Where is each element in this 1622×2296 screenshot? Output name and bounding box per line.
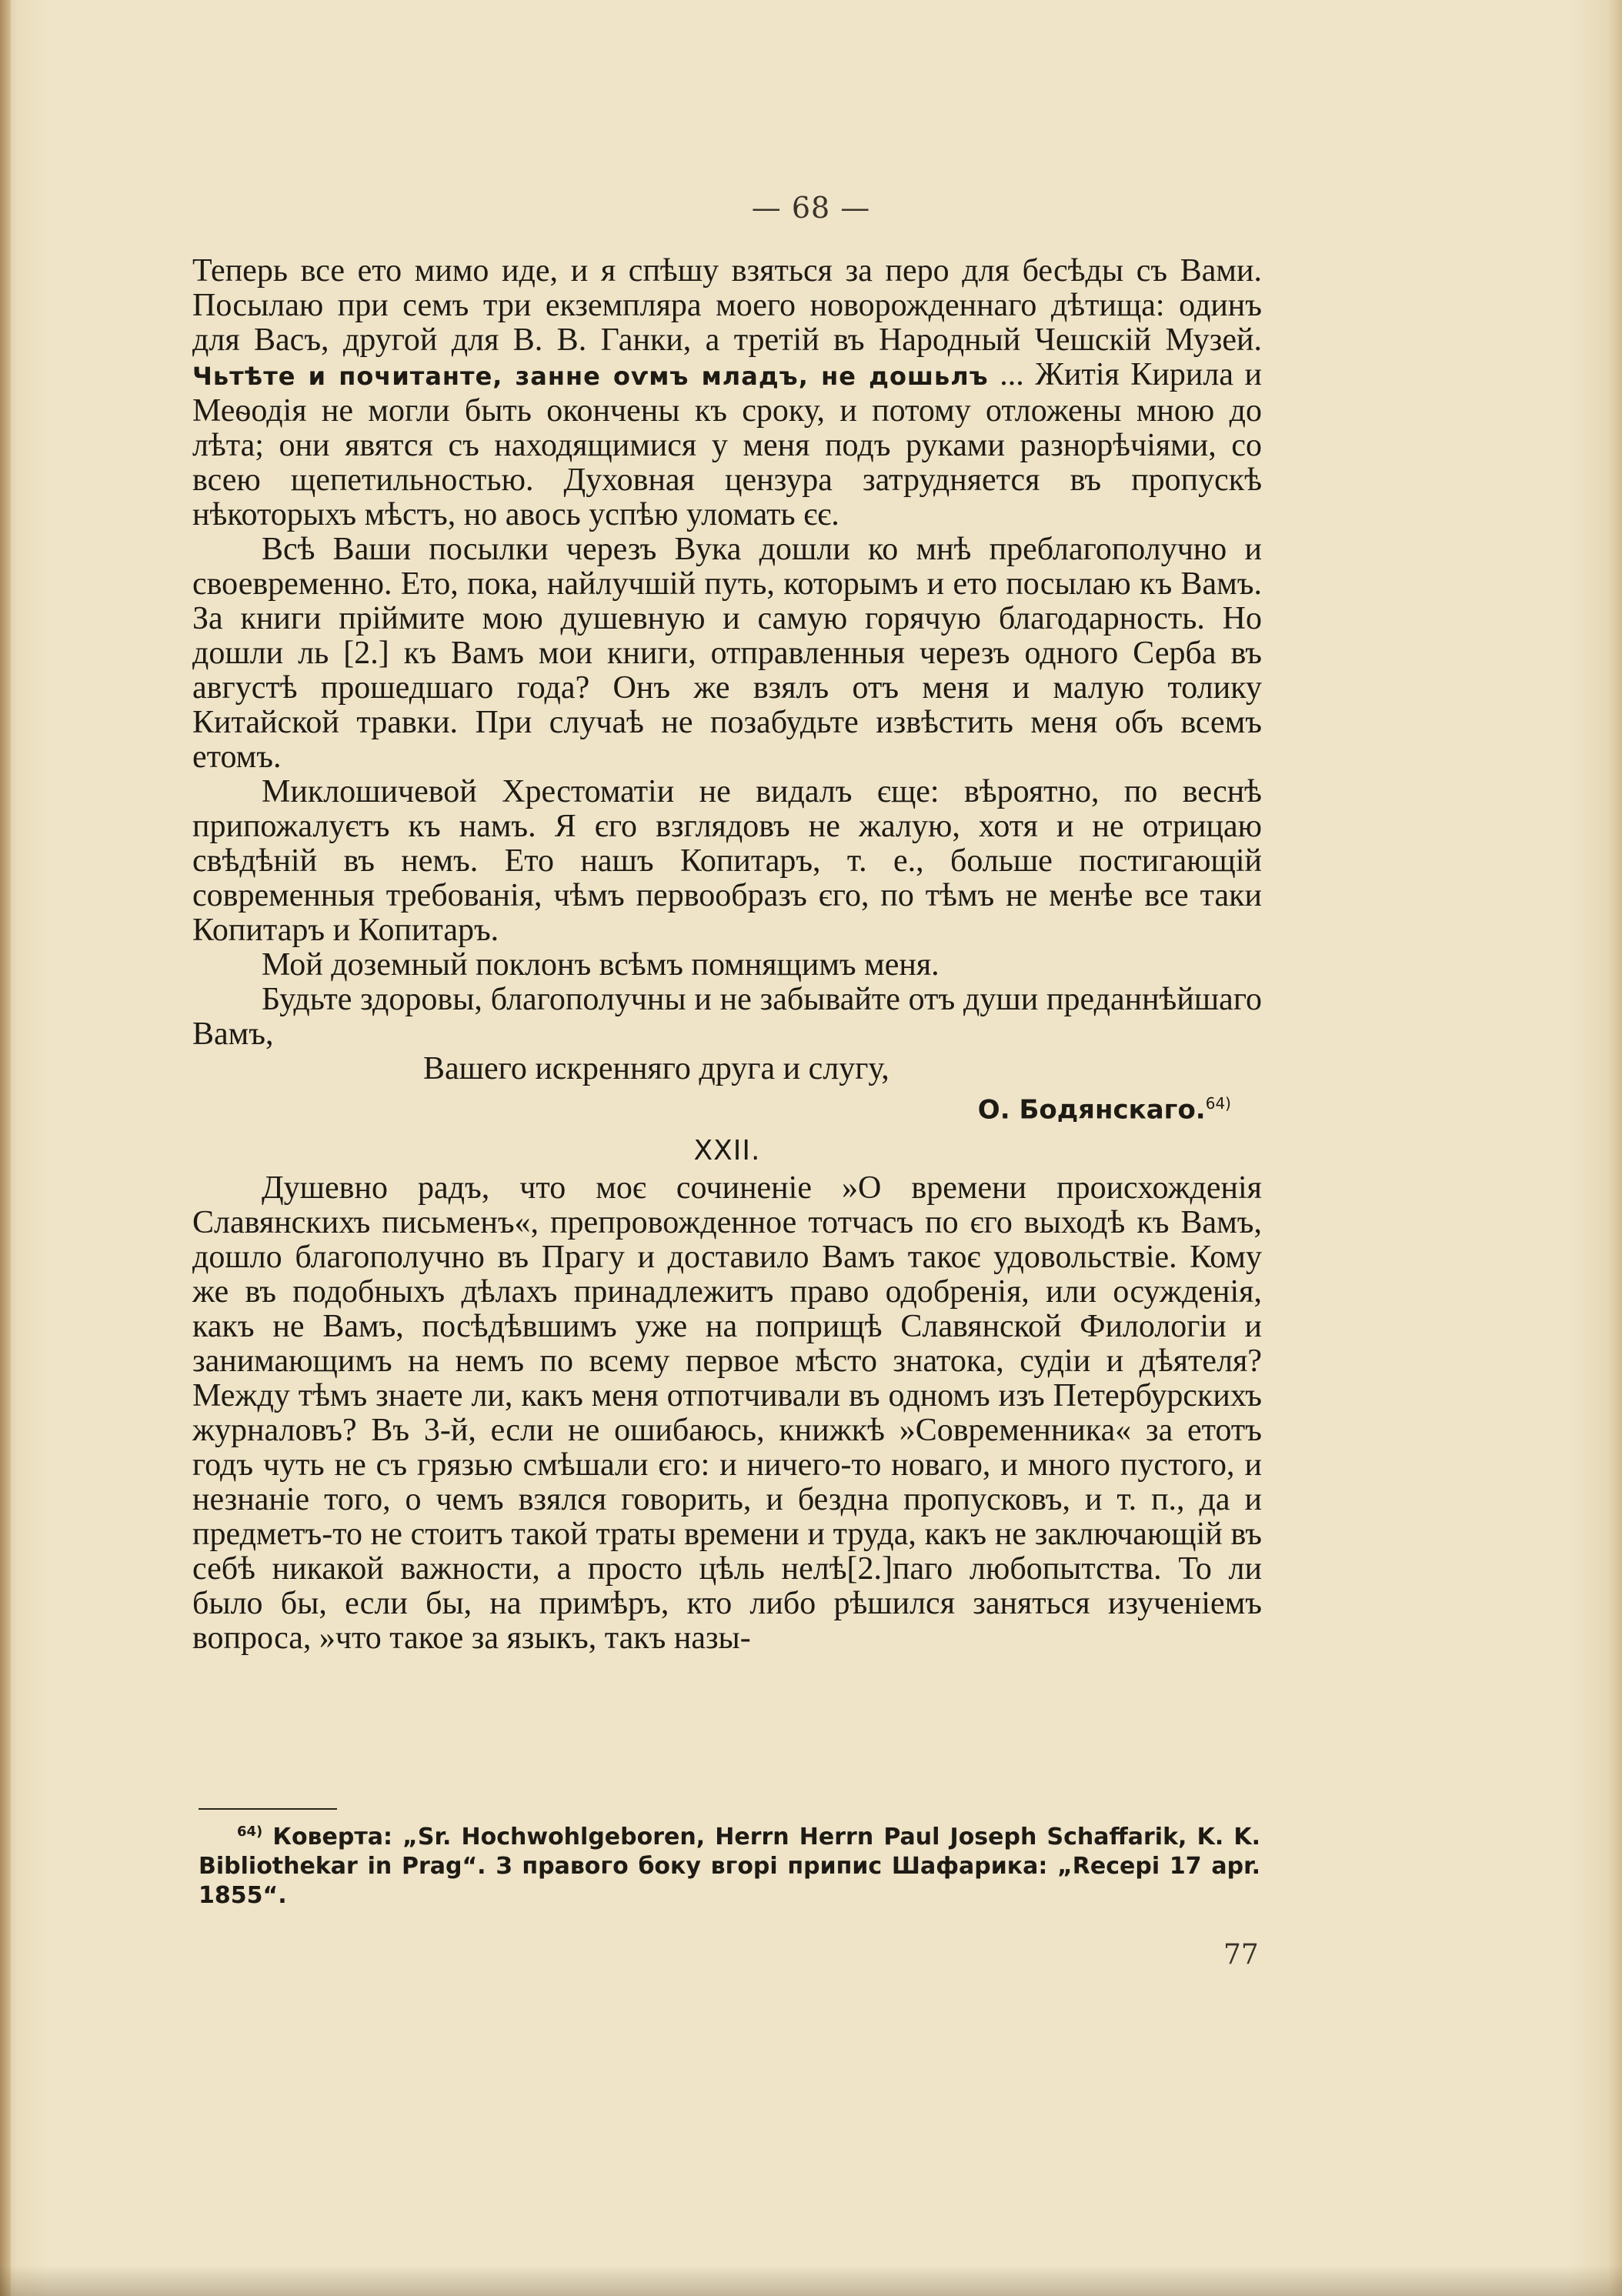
signature-footnote-ref: 64) bbox=[1205, 1094, 1231, 1113]
book-spine-edge bbox=[0, 0, 11, 2296]
section-title: XXII. bbox=[693, 1135, 761, 1167]
footnote-divider bbox=[199, 1808, 337, 1810]
main-text-block bbox=[192, 254, 1262, 1656]
footnote-text: Коверта: „Sr. Hochwohlgeboren, Herrn Herrn Paul Joseph Schaffarik, K. K. Bibliothekar in Prag“. З правого боку вгорі припис Шафарика: „Recepi 17 apr. 1855“. bbox=[199, 1824, 1260, 1909]
letter-one-paragraph-1 bbox=[192, 254, 1262, 532]
letter-one-paragraph-1-part-b: ... Житія Кирила и Меѳодія не могли быть окончены къ сроку, и потому отложены мною до лѣта; они явятся съ находящимися у меня подъ руками разнорѣчіями, со всею щепетильностью. Духовная цензура затрудняется въ пропускѣ нѣкоторыхъ мѣстъ, но авось успѣю уломать єє. bbox=[192, 357, 1263, 532]
church-slavonic-quote: Чьтѣте и почитанте, занне оѵмъ младъ, не дошьлъ bbox=[192, 362, 989, 391]
page-footer-number: 77 bbox=[1223, 1939, 1259, 1971]
letter-two-paragraph-1: Душевно радъ, что моє сочиненіе »О времени происхожденія Славянскихъ письменъ«, препровожденное тотчасъ по єго выходѣ къ Вамъ, дошло благополучно въ Прагу и доставило Вамъ такоє удовольствіе. Кому же въ подобныхъ дѣлахъ принадлежитъ право одобренія, или осужденія, какъ не Вамъ, посѣдѣвшимъ уже на поприщѣ Славянской Филологіи и занимающимъ на немъ по всему первое мѣсто знатока, судіи и дѣятеля? Между тѣмъ знаете ли, какъ меня отпотчивали въ одномъ изъ Петербурскихъ журналовъ? Въ 3-й, если не ошибаюсь, книжкѣ »Современника« за етотъ годъ чуть не съ грязью смѣшали єго: и ничего-то новаго, и много пустого, и незнаніе того, о чемъ взялся говорить, и бездна пропусковъ, и т. п., да и предметъ-то не стоитъ такой траты времени и труда, какъ не заключающій въ себѣ никакой важности, а просто цѣль нелѣ[2.]паго любопытства. То ли было бы, если бы, на примѣръ, кто либо рѣшился заняться изученіемъ вопроса, »что такое за языкъ, такъ назы- bbox=[192, 1170, 1262, 1657]
letter-one-paragraph-2: Всѣ Ваши посылки черезъ Вука дошли ко мнѣ преблагополучно и своевременно. Ето, пока, найлучшій путь, которымъ и ето посылаю къ Вамъ. За книги прiймите мою душевную и самую горячую благодарность. Но дошли ль [2.] къ Вамъ мои книги, отправленныя черезъ одного Серба въ августѣ прошедшаго года? Онъ же взялъ отъ меня и малую толику Китайской травки. При случаѣ не позабудьте извѣстить меня объ всемъ етомъ. bbox=[192, 532, 1262, 775]
letter-one-paragraph-1-part-a: Теперь все ето мимо иде, и я спѣшу взяться за перо для бесѣды съ Вами. Посылаю при семъ три екземпляра моего новорожденнаго дѣтища: одинъ для Васъ, другой для В. В. Ганки, а третій въ Народный Чешскій Музей. bbox=[192, 253, 1262, 358]
running-page-number: — 68 — bbox=[751, 191, 871, 225]
page-bottom-shadow bbox=[0, 2265, 1622, 2296]
letter-closing: Вашего искренняго друга и слугу, bbox=[423, 1051, 889, 1086]
letter-one-paragraph-5: Будьте здоровы, благополучны и не забывайте отъ души преданнѣйшаго Вамъ, bbox=[192, 982, 1262, 1052]
letter-one-paragraph-4: Мой доземный поклонъ всѣмъ помнящимъ меня. bbox=[262, 947, 939, 983]
letter-one-paragraph-3: Миклошичевой Хрестоматіи не видалъ єще: вѣроятно, по веснѣ припожалуєтъ къ намъ. Я єго взглядовъ не жалую, хотя и не отрицаю свѣдѣній въ немъ. Ето нашъ Копитаръ, т. е., больше постигающій современныя требованія, чѣмъ первообразъ єго, по тѣмъ не менѣе все таки Копитаръ и Копитаръ. bbox=[192, 774, 1262, 948]
footnote bbox=[199, 1817, 1260, 1911]
letter-signature bbox=[192, 1086, 1262, 1127]
signature-name: О. Бодянскаго. bbox=[977, 1094, 1206, 1126]
footnote-marker: 64) bbox=[237, 1824, 263, 1840]
